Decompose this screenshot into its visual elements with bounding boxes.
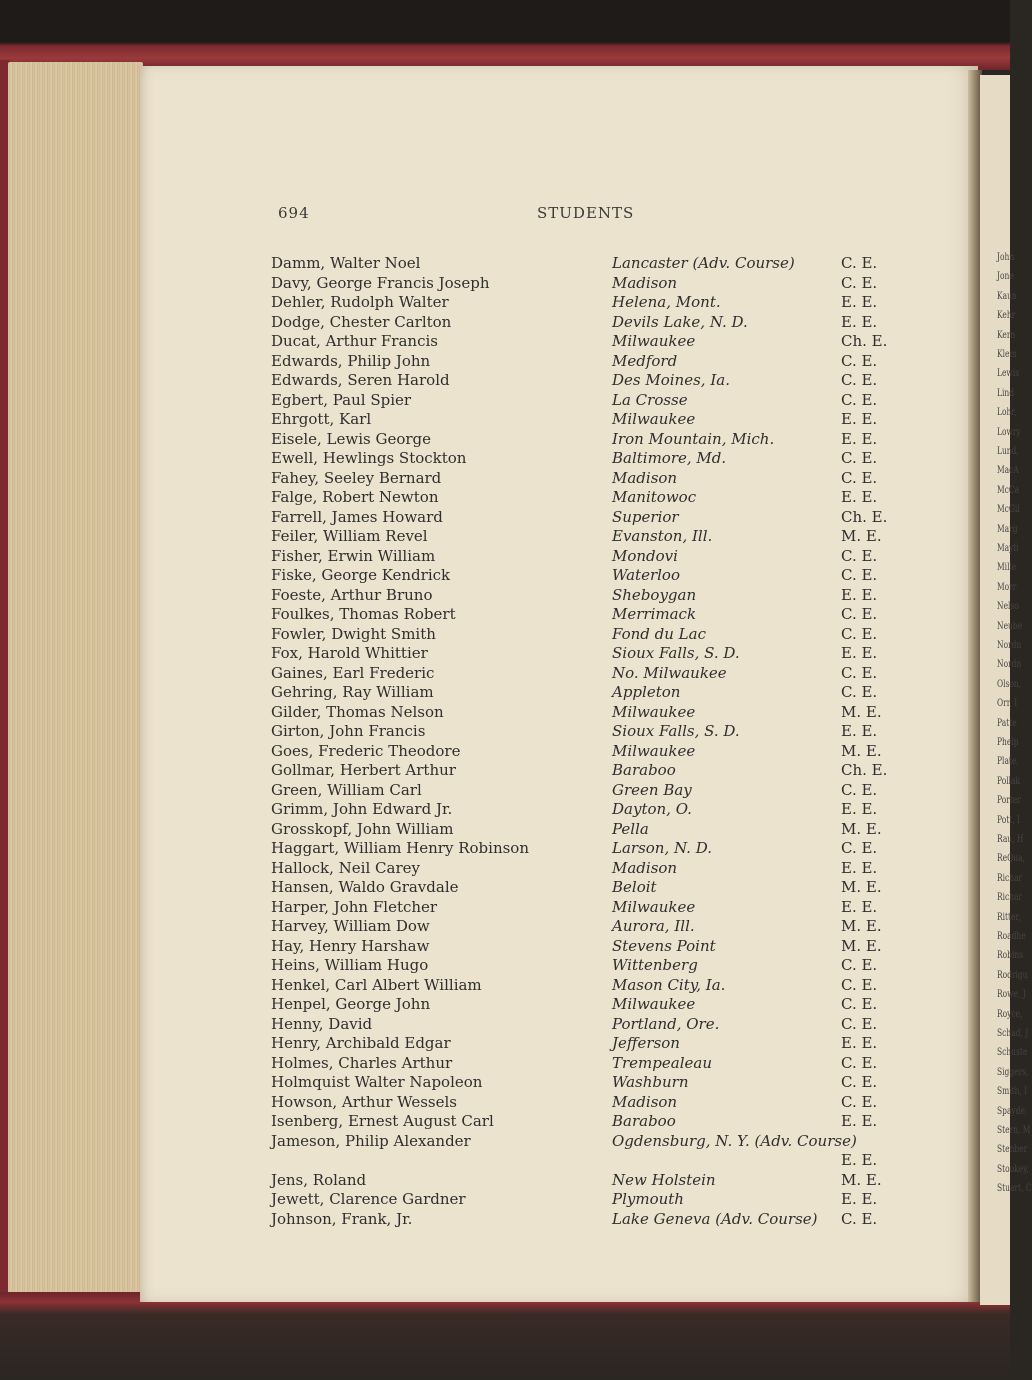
facing-page-text: Phelp [997,737,1019,748]
student-hometown: Mason City, Ia. [612,975,726,994]
student-name: Edwards, Philip John [271,351,431,370]
student-row [0,898,980,918]
student-hometown: Medford [612,351,678,370]
student-row [0,1093,980,1113]
student-hometown: Madison [612,858,678,877]
facing-page-text: Mayfi [997,543,1019,554]
student-course: C. E. [841,605,878,623]
facing-page-text: Patte [997,717,1017,729]
student-hometown: Washburn [612,1073,689,1091]
student-row [0,1171,980,1191]
student-row [0,664,980,684]
student-hometown: Ogdensburg, N. Y. (Adv. Course) [612,1131,857,1150]
facing-page-text: Mille [997,562,1017,574]
facing-page-text: Klem [997,349,1017,360]
student-name: Gilder, Thomas Nelson [271,702,444,721]
student-name: Harvey, William Dow [271,917,430,935]
student-course: E. E. [841,488,878,506]
facing-page-text: Rau, H [997,834,1024,845]
student-hometown: Aurora, Ill. [612,917,695,935]
student-course: E. E. [841,410,878,428]
student-hometown: La Crosse [612,390,688,409]
student-row [0,430,980,450]
student-row [0,605,980,625]
student-name: Ehrgott, Karl [271,410,372,428]
student-name: Fahey, Seeley Bernard [271,468,442,487]
facing-page-text: Rodrigu [997,969,1028,981]
student-name: Johnson, Frank, Jr. [271,1209,413,1228]
student-row [0,508,980,528]
student-row [0,800,980,820]
student-name: Grosskopf, John William [271,819,454,838]
student-row [0,586,980,606]
student-row [0,761,980,781]
facing-page-text: Neube [997,620,1023,632]
facing-page-text: Lewis [997,368,1020,380]
facing-page-text: Royce, [997,1008,1023,1020]
student-name: Jens, Roland [271,1170,367,1189]
student-hometown: Baraboo [612,1112,676,1130]
student-row [0,1073,980,1093]
facing-page-text: Kern [997,329,1016,341]
facing-page-text: Nordn [997,659,1022,671]
student-name: Fiske, George Kendrick [271,566,451,584]
student-hometown: Milwaukee [612,332,696,350]
facing-page-text: Siggers, [997,1066,1029,1078]
student-row [0,781,980,801]
student-row [0,1151,980,1171]
student-name: Fowler, Dwight Smith [271,624,436,643]
book-cover-top [0,0,1010,70]
student-course: M. E. [841,819,882,838]
student-name: Grimm, John Edward Jr. [271,800,453,818]
student-course: C. E. [841,1092,878,1111]
student-hometown: Dayton, O. [612,800,692,818]
student-name: Edwards, Seren Harold [271,371,450,389]
student-row [0,683,980,703]
student-row [0,820,980,840]
facing-page-text: Lund, [997,446,1019,457]
student-hometown: Manitowoc [612,488,697,506]
student-row [0,332,980,352]
student-hometown: Beloit [612,878,657,896]
student-row [0,878,980,898]
student-name: Hay, Henry Harshaw [271,936,430,955]
facing-page-text: Porter [997,795,1021,807]
student-row [0,313,980,333]
student-name: Girton, John Francis [271,722,426,740]
student-name: Henry, Archibald Edgar [271,1034,451,1052]
student-hometown: Lancaster (Adv. Course) [612,254,795,272]
student-row [0,449,980,469]
facing-page-text: MacA [997,465,1019,477]
student-row [0,391,980,411]
student-row [0,995,980,1015]
student-hometown: Sioux Falls, S. D. [612,644,740,662]
student-row [0,722,980,742]
student-course: C. E. [841,1073,878,1091]
student-course: E. E. [841,312,878,331]
facing-page-text: Ritter, [997,911,1021,923]
student-hometown: Madison [612,1092,678,1111]
facing-page-text: Spayde, [997,1105,1028,1117]
student-hometown: Milwaukee [612,741,696,760]
running-header: STUDENTS [537,204,635,222]
facing-page-text: Nordn [997,640,1022,651]
student-course: C. E. [841,371,878,389]
student-hometown: Milwaukee [612,897,696,916]
student-row [0,469,980,489]
student-course: C. E. [841,1014,878,1033]
student-name: Green, William Carl [271,780,422,799]
student-name: Goes, Frederic Theodore [271,741,461,760]
facing-page-text: Schad, J [997,1028,1029,1039]
student-name: Henpel, George John [271,995,431,1013]
facing-page-text: Pollak [997,775,1021,787]
student-row [0,937,980,957]
student-course: Ch. E. [841,761,888,779]
student-hometown: Milwaukee [612,702,696,721]
student-name: Holmes, Charles Arthur [271,1053,453,1072]
student-course: E. E. [841,429,878,448]
student-name: Foulkes, Thomas Robert [271,605,456,623]
student-hometown: Helena, Mont. [612,293,721,311]
student-course: Ch. E. [841,507,888,526]
student-row [0,859,980,879]
student-hometown: No. Milwaukee [612,663,727,682]
student-row [0,742,980,762]
student-hometown: Milwaukee [612,410,696,428]
student-row [0,917,980,937]
facing-page-text: Stenber [997,1144,1028,1156]
student-course: C. E. [841,468,878,487]
student-hometown: Fond du Lac [612,624,706,643]
student-course: E. E. [841,293,878,311]
facing-page-text: Marg [997,523,1018,535]
student-course: C. E. [841,956,878,974]
student-course: C. E. [841,1209,878,1228]
student-name: Hallock, Neil Carey [271,858,420,877]
student-course: C. E. [841,254,878,272]
student-hometown: Stevens Point [612,936,716,955]
facing-page-text: Schuste [997,1047,1028,1059]
student-course: C. E. [841,390,878,409]
student-name: Damm, Walter Noel [271,254,421,272]
student-row [0,352,980,372]
student-row [0,839,980,859]
student-course: C. E. [841,839,878,857]
student-course: C. E. [841,683,878,701]
student-hometown: Des Moines, Ia. [612,371,730,389]
student-name: Henkel, Carl Albert William [271,975,482,994]
student-hometown: Wittenberg [612,956,698,974]
student-name: Egbert, Paul Spier [271,390,412,409]
student-hometown: Jefferson [612,1034,680,1052]
facing-page-text: Kaun [997,290,1017,302]
student-hometown: Sioux Falls, S. D. [612,722,740,740]
student-hometown: Trempealeau [612,1053,712,1072]
facing-page-text: Richar [997,892,1023,904]
facing-page-text: Orr, I [997,698,1018,710]
student-hometown: Evanston, Ill. [612,527,713,545]
facing-page-text: ReQua, [997,853,1025,865]
student-course: E. E. [841,1112,878,1130]
student-name: Dodge, Chester Carlton [271,312,452,331]
facing-page-text: Olson, [997,678,1022,690]
student-name: Fox, Harold Whittier [271,644,428,662]
student-hometown: Milwaukee [612,995,696,1013]
student-row [0,274,980,294]
student-name: Henny, David [271,1014,373,1033]
student-name: Davy, George Francis Joseph [271,273,490,292]
student-hometown: Portland, Ore. [612,1014,720,1033]
student-name: Haggart, William Henry Robinson [271,839,529,857]
student-hometown: Sheboygan [612,585,697,604]
facing-page-text: Stookey, [997,1163,1029,1175]
student-row [0,371,980,391]
student-course: M. E. [841,702,882,721]
student-course: E. E. [841,585,878,604]
student-row [0,1015,980,1035]
student-row [0,1132,980,1152]
facing-page-text: John [997,252,1015,263]
student-hometown: Madison [612,468,678,487]
student-course: E. E. [841,722,878,740]
student-hometown: Devils Lake, N. D. [612,312,748,331]
student-hometown: Baltimore, Md. [612,449,727,467]
facing-page-text: Plate, [997,756,1019,768]
student-name: Harper, John Fletcher [271,897,438,916]
student-name: Holmquist Walter Napoleon [271,1073,483,1091]
student-course: C. E. [841,273,878,292]
student-course: C. E. [841,351,878,370]
student-hometown: Larson, N. D. [612,839,712,857]
student-name: Feiler, William Revel [271,527,428,545]
facing-page-text: Lohr, [997,407,1017,419]
student-name: Gehring, Ray William [271,683,434,701]
student-course: E. E. [841,897,878,916]
student-course: M. E. [841,917,882,935]
student-name: Eisele, Lewis George [271,429,432,448]
student-course: C. E. [841,546,878,565]
student-hometown: Merrimack [612,605,697,623]
student-name: Ducat, Arthur Francis [271,332,438,350]
student-name: Heins, William Hugo [271,956,429,974]
student-name: Jewett, Clarence Gardner [271,1190,466,1208]
facing-page-text: Rowe, J [997,989,1026,1001]
student-hometown: Lake Geneva (Adv. Course) [612,1209,818,1228]
student-course: C. E. [841,780,878,799]
student-row [0,527,980,547]
student-row [0,1112,980,1132]
facing-page-text: Roadhe [997,931,1026,942]
student-row [0,956,980,976]
facing-page-text: McCa [997,484,1020,496]
book-cover-bottom [0,1292,1010,1380]
student-name: Ewell, Hewlings Stockton [271,449,467,467]
facing-page-text: Kehr [997,310,1016,322]
student-course: C. E. [841,975,878,994]
student-course: C. E. [841,995,878,1013]
student-hometown: Madison [612,273,678,292]
student-name: Jameson, Philip Alexander [271,1131,471,1150]
student-hometown: New Holstein [612,1170,716,1189]
student-course: M. E. [841,741,882,760]
student-hometown: Mondovi [612,546,678,565]
student-row [0,547,980,567]
facing-page-text: Stuart, C [997,1183,1032,1195]
student-name: Dehler, Rudolph Walter [271,293,449,311]
facing-page-text: McGil [997,504,1020,516]
student-row [0,976,980,996]
student-name: Fisher, Erwin William [271,546,436,565]
student-hometown: Waterloo [612,566,680,584]
student-course: E. E. [841,1034,878,1052]
student-name: Isenberg, Ernest August Carl [271,1112,494,1130]
facing-page-text: Jone [997,271,1014,283]
student-row [0,1054,980,1074]
student-course: E. E. [841,644,878,662]
student-hometown: Pella [612,819,649,838]
student-name: Hansen, Waldo Gravdale [271,878,459,896]
student-course: C. E. [841,663,878,682]
student-course: C. E. [841,449,878,467]
facing-page-text: Richar [997,872,1023,884]
student-course: C. E. [841,1053,878,1072]
student-course: M. E. [841,936,882,955]
facing-page-text: Stern, M [997,1125,1031,1136]
student-course: C. E. [841,566,878,584]
facing-page-text: Lind [997,387,1015,399]
student-row [0,410,980,430]
student-name: Farrell, James Howard [271,507,443,526]
student-course: Ch. E. [841,332,888,350]
student-row [0,703,980,723]
student-row [0,1210,980,1230]
student-hometown: Green Bay [612,780,692,799]
student-hometown: Superior [612,507,679,526]
page-number: 694 [278,204,310,222]
student-name: Gollmar, Herbert Arthur [271,761,456,779]
facing-page [980,75,1032,1305]
student-hometown: Iron Mountain, Mich. [612,429,775,448]
facing-page-text: Lowry [997,426,1021,438]
student-row [0,254,980,274]
student-course: M. E. [841,1170,882,1189]
facing-page-text: Nelso [997,601,1019,613]
student-hometown: Appleton [612,683,681,701]
student-course: M. E. [841,878,882,896]
student-name: Gaines, Earl Frederic [271,663,435,682]
student-course: E. E. [841,858,878,877]
student-name: Foeste, Arthur Bruno [271,585,433,604]
student-name: Howson, Arthur Wessels [271,1092,458,1111]
student-course: C. E. [841,624,878,643]
facing-page-text: Pott, I [997,814,1021,826]
student-name: Falge, Robert Newton [271,488,439,506]
student-hometown: Plymouth [612,1190,684,1208]
student-row [0,625,980,645]
student-course: M. E. [841,527,882,545]
student-course: E. E. [841,800,878,818]
student-hometown: Baraboo [612,761,676,779]
student-row [0,644,980,664]
student-row [0,488,980,508]
facing-page-text: Robins [997,950,1024,962]
student-row [0,293,980,313]
student-course: E. E. [841,1190,878,1208]
student-row [0,1190,980,1210]
student-course: E. E. [841,1151,878,1169]
student-row [0,1034,980,1054]
student-row [0,566,980,586]
facing-page-text: Smith, I [997,1086,1028,1098]
facing-page-text: Morr [997,581,1017,593]
